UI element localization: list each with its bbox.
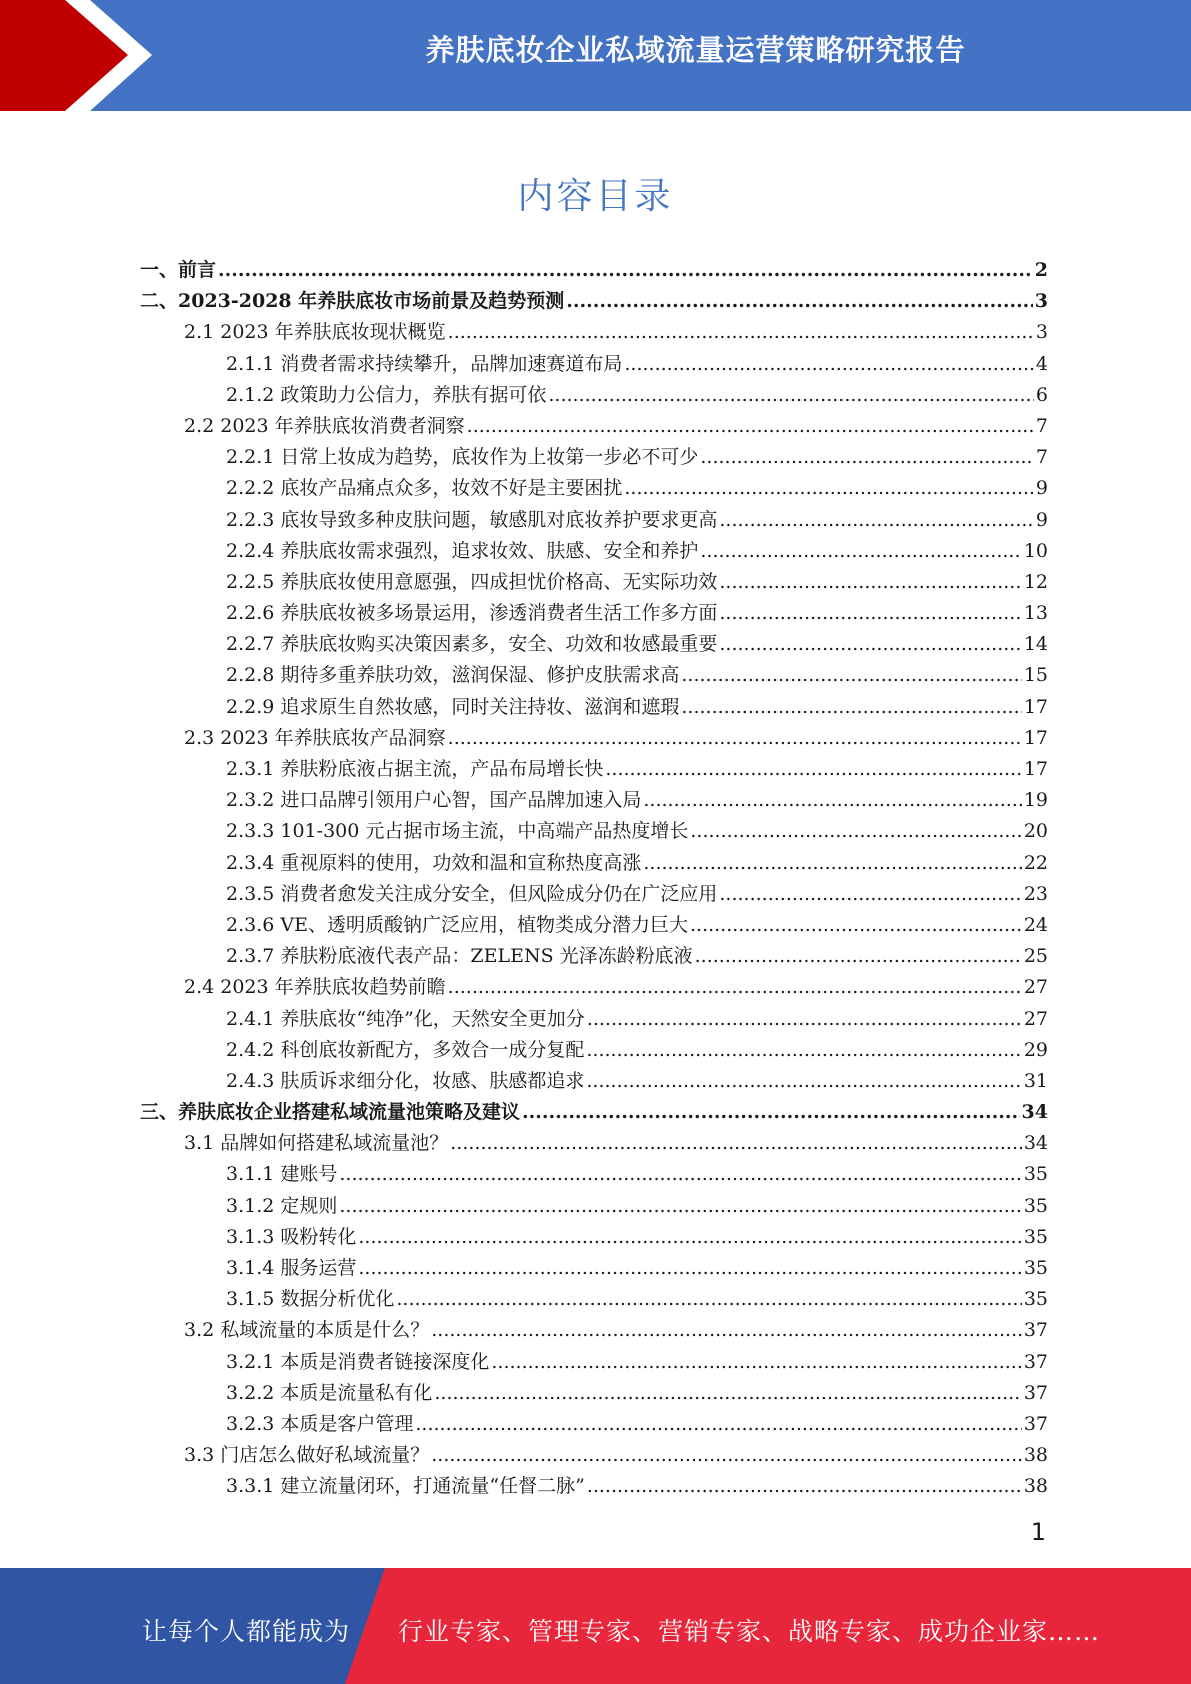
toc-entry-label: 3.2.1 本质是消费者链接深度化 (226, 1350, 490, 1373)
toc-dot-leader (586, 1035, 1021, 1066)
toc-entry-label: 3.1.4 服务运营 (226, 1257, 357, 1279)
toc-entry-label: 2.2.1 日常上妆成为趋势，底妆作为上妆第一步必不可少 (226, 446, 699, 469)
report-title: 养肤底妆企业私域流量运营策略研究报告 (425, 33, 966, 67)
toc-entry[interactable] (140, 848, 1048, 879)
toc-entry-label: 2.4 2023 年养肤底妆趋势前瞻 (184, 976, 446, 999)
toc-entry[interactable] (140, 536, 1048, 567)
toc-entry-label: 2.2 2023 年养肤底妆消费者洞察 (184, 414, 465, 437)
toc-entry[interactable] (140, 598, 1048, 629)
toc-entry-label: 2.2.2 底妆产品痛点众多，妆效不好是主要困扰 (226, 477, 623, 500)
toc-entry-label: 3.2 私域流量的本质是什么？ (184, 1319, 430, 1342)
toc-dot-leader (218, 255, 1033, 286)
toc-entry-label: 2.1.2 政策助力公信力，养肤有据可依 (226, 383, 547, 406)
toc-entry-page: 6 (1035, 383, 1048, 406)
toc-dot-leader (700, 536, 1021, 567)
toc-entry-label: 3.1.2 定规则 (226, 1194, 338, 1217)
toc-entry[interactable] (140, 1222, 1048, 1253)
toc-entry[interactable] (140, 1191, 1048, 1222)
toc-entry-label: 2.2.5 养肤底妆使用意愿强，四成担忧价格高、无实际功效 (226, 570, 718, 593)
toc-dot-leader (339, 1191, 1021, 1222)
toc-entry[interactable] (140, 1409, 1048, 1440)
toc-dot-leader (681, 660, 1021, 691)
toc-dot-leader (358, 1253, 1021, 1284)
toc-entry-page: 22 (1023, 851, 1048, 874)
toc-entry-page: 35 (1023, 1163, 1048, 1186)
toc-dot-leader (624, 473, 1034, 504)
toc-entry[interactable] (140, 349, 1048, 380)
toc-entry[interactable] (140, 629, 1048, 660)
toc-dot-leader (491, 1347, 1021, 1378)
toc-entry-page: 17 (1023, 758, 1048, 780)
toc-entry-label: 2.3.7 养肤粉底液代表产品：ZELENS 光泽冻龄粉底液 (226, 945, 693, 968)
toc-entry[interactable] (140, 1066, 1048, 1097)
toc-entry[interactable] (140, 1347, 1048, 1378)
toc-entry-page: 12 (1023, 570, 1048, 593)
toc-entry-page: 37 (1023, 1319, 1048, 1342)
toc-entry-label: 3.2.2 本质是流量私有化 (226, 1381, 433, 1404)
toc-entry-label: 2.3 2023 年养肤底妆产品洞察 (184, 726, 446, 749)
toc-entry[interactable] (140, 941, 1048, 972)
toc-entry[interactable] (140, 910, 1048, 941)
toc-dot-leader (690, 910, 1022, 941)
toc-entry-page: 25 (1023, 945, 1048, 968)
toc-dot-leader (587, 1004, 1022, 1035)
toc-entry-label: 2.2.9 追求原生自然妆感，同时关注持妆、滋润和遮瑕 (226, 695, 680, 718)
toc-entry[interactable] (140, 442, 1048, 473)
toc-entry[interactable] (140, 660, 1048, 691)
toc-entry[interactable] (140, 816, 1048, 847)
toc-entry-page: 37 (1023, 1412, 1048, 1435)
toc-dot-leader (450, 1128, 1022, 1159)
toc-entry-page: 37 (1023, 1350, 1048, 1373)
toc-entry-label: 2.3.3 101-300 元占据市场主流，中高端产品热度增长 (226, 820, 689, 843)
toc-entry-page: 9 (1035, 477, 1048, 500)
toc-dot-leader (719, 879, 1021, 910)
toc-dot-leader (467, 411, 1034, 442)
toc-entry-page: 35 (1023, 1194, 1048, 1217)
toc-entry-label: 3.1.3 吸粉转化 (226, 1225, 357, 1248)
toc-entry-label: 3.2.3 本质是客户管理 (226, 1412, 414, 1435)
table-of-contents (140, 255, 1048, 1503)
toc-entry-label: 2.1 2023 年养肤底妆现状概览 (184, 321, 446, 344)
toc-entry[interactable] (140, 754, 1048, 785)
page-footer (0, 1568, 1191, 1684)
toc-entry[interactable] (140, 567, 1048, 598)
toc-entry[interactable] (140, 411, 1048, 442)
toc-entry-label: 2.2.7 养肤底妆购买决策因素多，安全、功效和妆感最重要 (226, 633, 718, 656)
toc-dot-leader (434, 1378, 1021, 1409)
toc-dot-leader (690, 816, 1021, 847)
toc-entry-label: 3.1.1 建账号 (226, 1163, 338, 1186)
toc-entry-page: 4 (1035, 352, 1048, 375)
toc-dot-leader (719, 598, 1021, 629)
toc-entry[interactable] (140, 1097, 1048, 1128)
toc-dot-leader (719, 505, 1034, 536)
toc-dot-leader (586, 1066, 1021, 1097)
toc-entry-page: 38 (1023, 1475, 1048, 1498)
toc-entry[interactable] (140, 879, 1048, 910)
toc-entry-label: 2.3.5 消费者愈发关注成分安全，但风险成分仍在广泛应用 (226, 882, 718, 905)
toc-entry-page: 2 (1034, 259, 1048, 281)
toc-entry-page: 9 (1035, 508, 1048, 531)
toc-entry-label: 2.4.3 肤质诉求细分化，妆感、肤感都追求 (226, 1069, 585, 1092)
toc-entry-label: 2.2.8 期待多重养肤功效，滋润保湿、修护皮肤需求高 (226, 664, 680, 687)
toc-entry[interactable] (140, 380, 1048, 411)
toc-entry-label: 3.3.1 建立流量闭环，打通流量“任督二脉” (226, 1475, 585, 1498)
toc-entry[interactable] (140, 1128, 1048, 1159)
toc-dot-leader (448, 723, 1022, 754)
toc-entry[interactable] (140, 255, 1048, 286)
toc-entry-label: 2.3.1 养肤粉底液占据主流，产品布局增长快 (226, 758, 604, 780)
toc-entry-page: 38 (1023, 1444, 1048, 1467)
toc-entry-label: 2.3.6 VE、透明质酸钠广泛应用，植物类成分潜力巨大 (226, 913, 688, 936)
toc-entry[interactable] (140, 317, 1048, 348)
toc-entry-page: 35 (1023, 1257, 1048, 1279)
toc-entry[interactable] (140, 505, 1048, 536)
toc-dot-leader (358, 1222, 1021, 1253)
toc-entry-label: 2.3.2 进口品牌引领用户心智，国产品牌加速入局 (226, 789, 642, 812)
toc-entry[interactable] (140, 1035, 1048, 1066)
toc-entry-label: 2.1.1 消费者需求持续攀升，品牌加速赛道布局 (226, 352, 623, 375)
toc-dot-leader (695, 941, 1022, 972)
toc-dot-leader (643, 785, 1021, 816)
toc-entry-page: 15 (1023, 664, 1048, 687)
toc-entry-label: 2.3.4 重视原料的使用，功效和温和宣称热度高涨 (226, 851, 642, 874)
toc-entry-label: 2.4.1 养肤底妆“纯净”化，天然安全更加分 (226, 1007, 585, 1030)
toc-entry-page: 29 (1023, 1038, 1048, 1061)
toc-entry[interactable] (140, 473, 1048, 504)
toc-entry-label: 一、前言 (140, 259, 217, 281)
toc-dot-leader (431, 1440, 1022, 1471)
toc-dot-leader (587, 1471, 1022, 1502)
toc-entry-page: 3 (1035, 321, 1048, 344)
toc-dot-leader (339, 1159, 1021, 1190)
toc-dot-leader (522, 1097, 1020, 1128)
toc-entry[interactable] (140, 286, 1048, 317)
toc-entry-page: 34 (1023, 1132, 1048, 1155)
toc-dot-leader (681, 692, 1021, 723)
toc-entry-label: 3.3 门店怎么做好私域流量？ (184, 1444, 430, 1467)
toc-dot-leader (448, 972, 1022, 1003)
toc-entry-label: 2.4.2 科创底妆新配方，多效合一成分复配 (226, 1038, 585, 1061)
toc-entry[interactable] (140, 1004, 1048, 1035)
toc-entry-page: 20 (1023, 820, 1048, 843)
toc-entry-page: 34 (1021, 1101, 1048, 1124)
toc-entry-page: 7 (1035, 446, 1048, 469)
toc-entry-page: 35 (1023, 1288, 1048, 1311)
toc-dot-leader (566, 286, 1033, 317)
toc-heading: 内容目录 (517, 176, 674, 217)
toc-entry[interactable] (140, 692, 1048, 723)
toc-dot-leader (431, 1315, 1022, 1346)
toc-dot-leader (700, 442, 1034, 473)
toc-entry-page: 27 (1023, 1007, 1048, 1030)
toc-entry-page: 17 (1023, 726, 1048, 749)
toc-entry-page: 31 (1023, 1069, 1048, 1092)
toc-entry-page: 19 (1023, 789, 1048, 812)
toc-entry[interactable] (140, 1315, 1048, 1346)
toc-entry[interactable] (140, 723, 1048, 754)
toc-entry[interactable] (140, 1471, 1048, 1502)
toc-entry-page: 17 (1023, 695, 1048, 718)
toc-entry[interactable] (140, 972, 1048, 1003)
toc-entry-page: 27 (1023, 976, 1048, 999)
toc-entry-page: 37 (1023, 1381, 1048, 1404)
toc-dot-leader (396, 1284, 1021, 1315)
toc-entry-label: 三、养肤底妆企业搭建私域流量池策略及建议 (140, 1101, 521, 1124)
page-number: 1 (1030, 1518, 1046, 1546)
toc-entry-page: 7 (1035, 414, 1048, 437)
toc-dot-leader (624, 349, 1034, 380)
toc-dot-leader (719, 629, 1021, 660)
toc-dot-leader (605, 754, 1021, 785)
toc-entry-page: 13 (1023, 602, 1048, 625)
toc-entry[interactable] (140, 1253, 1048, 1284)
toc-entry[interactable] (140, 1284, 1048, 1315)
toc-entry-page: 35 (1023, 1225, 1048, 1248)
toc-entry[interactable] (140, 1159, 1048, 1190)
toc-entry-page: 23 (1023, 882, 1048, 905)
toc-entry-page: 10 (1023, 539, 1048, 562)
toc-dot-leader (415, 1409, 1021, 1440)
toc-entry-label: 3.1 品牌如何搭建私域流量池？ (184, 1132, 449, 1155)
footer-slogan-left: 让每个人都能成为 (142, 1617, 351, 1646)
toc-dot-leader (643, 848, 1021, 879)
toc-entry[interactable] (140, 785, 1048, 816)
toc-entry[interactable] (140, 1378, 1048, 1409)
toc-entry-label: 2.2.4 养肤底妆需求强烈，追求妆效、肤感、安全和养护 (226, 539, 699, 562)
toc-dot-leader (548, 380, 1034, 411)
footer-slogan-right: 行业专家、管理专家、营销专家、战略专家、成功企业家…… (398, 1617, 1101, 1646)
toc-entry-page: 3 (1034, 290, 1048, 313)
toc-dot-leader (719, 567, 1021, 598)
toc-entry[interactable] (140, 1440, 1048, 1471)
toc-entry-label: 2.2.3 底妆导致多种皮肤问题，敏感肌对底妆养护要求更高 (226, 508, 718, 531)
toc-dot-leader (448, 317, 1034, 348)
toc-entry-label: 3.1.5 数据分析优化 (226, 1288, 395, 1311)
page-header (0, 0, 1191, 111)
toc-entry-page: 24 (1023, 913, 1048, 936)
toc-entry-label: 二、2023-2028 年养肤底妆市场前景及趋势预测 (140, 290, 565, 313)
toc-entry-page: 14 (1023, 633, 1048, 656)
toc-entry-label: 2.2.6 养肤底妆被多场景运用，渗透消费者生活工作多方面 (226, 602, 718, 625)
